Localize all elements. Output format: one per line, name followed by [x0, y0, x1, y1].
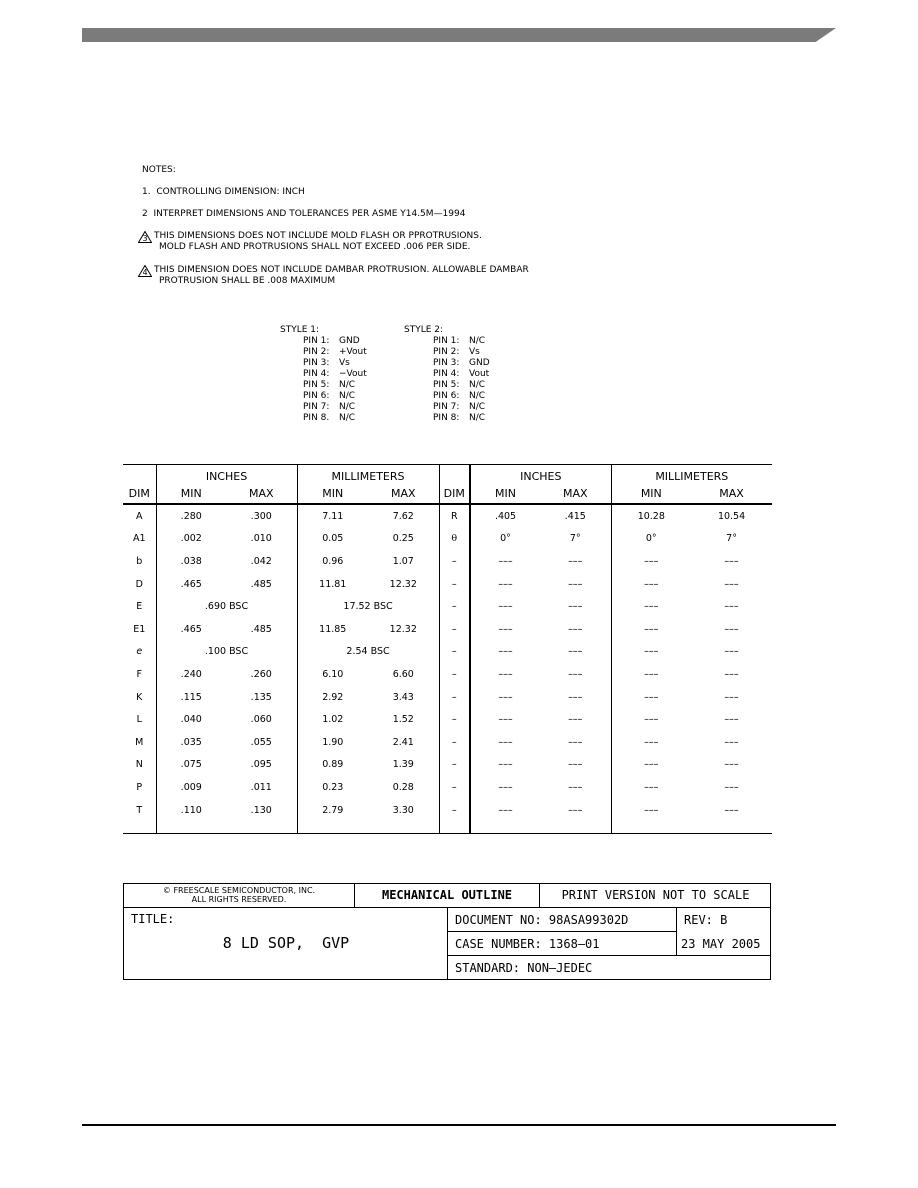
- table-cell: 0.28: [392, 781, 414, 793]
- table-cell: [226, 821, 297, 834]
- document-number: DOCUMENT NO: 98ASA99302D: [448, 908, 677, 932]
- table-row: [123, 663, 772, 686]
- table-cell: 2.92: [297, 686, 368, 709]
- table-cell: –: [439, 731, 470, 754]
- table-cell: 17.52 BSC: [297, 595, 439, 618]
- max-header: MAX: [540, 483, 611, 504]
- table-cell: [540, 821, 611, 834]
- table-cell: –––: [611, 776, 691, 799]
- note-4-continued: PROTRUSION SHALL BE .008 MAXIMUM: [159, 276, 336, 286]
- pin-row: [303, 369, 367, 380]
- table-cell: –––: [611, 663, 691, 686]
- pin-function: Vs: [469, 347, 480, 357]
- pin-function: N/C: [469, 402, 486, 412]
- pin-function: N/C: [339, 380, 356, 390]
- pin-row: [433, 336, 490, 347]
- pin-row: [433, 358, 490, 369]
- table-cell: 10.54: [717, 510, 746, 522]
- table-cell: –––: [568, 601, 583, 613]
- note-3-continued: MOLD FLASH AND PROTRUSIONS SHALL NOT EXCEED .006 PER SIDE.: [159, 242, 471, 252]
- pin-function: N/C: [339, 402, 356, 412]
- min-header: MIN: [297, 483, 368, 504]
- note-1: 1. CONTROLLING DIMENSION: INCH: [142, 187, 305, 197]
- table-cell: –––: [611, 595, 691, 618]
- table-cell: .115: [156, 686, 226, 709]
- table-cell: –––: [611, 618, 691, 641]
- copyright-line-2: ALL RIGHTS RESERVED.: [191, 895, 287, 904]
- inches-header: INCHES: [470, 465, 611, 484]
- pin-row: [303, 413, 367, 424]
- table-cell: –––: [724, 736, 739, 748]
- table-cell: –––: [470, 550, 540, 573]
- table-cell: E: [136, 601, 143, 613]
- table-row: [123, 708, 772, 731]
- pin-function: N/C: [469, 413, 486, 423]
- table-cell: –: [439, 550, 470, 573]
- table-cell: 7.11: [297, 504, 368, 528]
- table-cell: –––: [470, 799, 540, 822]
- pin-number: PIN 5:: [433, 380, 460, 390]
- table-cell: –––: [470, 663, 540, 686]
- table-row: [123, 550, 772, 573]
- table-cell: 0°: [470, 528, 540, 551]
- table-cell: –: [439, 641, 470, 664]
- table-cell: –: [439, 618, 470, 641]
- table-cell: θ: [439, 528, 470, 551]
- table-row: [123, 821, 772, 834]
- pin-number: PIN 3:: [433, 358, 460, 368]
- style-title: STYLE 2:: [404, 325, 444, 335]
- table-cell: –––: [611, 550, 691, 573]
- table-row: [123, 731, 772, 754]
- table-cell: .040: [156, 708, 226, 731]
- max-header: MAX: [691, 483, 772, 504]
- table-cell: .465: [156, 618, 226, 641]
- table-cell: –––: [611, 686, 691, 709]
- title-label: TITLE:: [131, 912, 175, 926]
- table-cell: 1.02: [297, 708, 368, 731]
- table-cell: .130: [250, 804, 272, 816]
- table-cell: .465: [156, 573, 226, 596]
- table-cell: –––: [611, 799, 691, 822]
- case-number: CASE NUMBER: 1368–01: [448, 932, 677, 956]
- table-cell: 1.90: [297, 731, 368, 754]
- pin-number: PIN 7:: [433, 402, 460, 412]
- table-cell: F: [136, 668, 142, 680]
- table-cell: e: [136, 646, 143, 658]
- table-cell: [439, 821, 470, 834]
- revision: REV: B: [684, 913, 728, 927]
- table-cell: 12.32: [389, 623, 417, 635]
- table-cell: .485: [250, 623, 272, 635]
- table-cell: 11.85: [297, 618, 368, 641]
- pin-row: [303, 358, 367, 369]
- table-cell: –––: [470, 573, 540, 596]
- table-cell: M: [135, 736, 144, 748]
- table-cell: –––: [470, 708, 540, 731]
- table-cell: .100 BSC: [156, 641, 297, 664]
- table-cell: –––: [568, 555, 583, 567]
- pin-function: N/C: [469, 380, 486, 390]
- pin-number: PIN 4:: [303, 369, 330, 379]
- table-cell: .010: [250, 533, 272, 545]
- table-cell: –––: [568, 714, 583, 726]
- table-row: [123, 595, 772, 618]
- table-cell: –––: [470, 776, 540, 799]
- table-cell: –––: [470, 595, 540, 618]
- dimension-table: [123, 464, 772, 834]
- min-header: MIN: [470, 483, 540, 504]
- header-bar: [82, 28, 836, 42]
- table-cell: –: [439, 754, 470, 777]
- table-cell: –: [439, 663, 470, 686]
- pin-number: PIN 5:: [303, 380, 330, 390]
- pin-function: Vs: [339, 358, 350, 368]
- pin-row: [433, 369, 490, 380]
- table-cell: 3.43: [392, 691, 414, 703]
- min-header: MIN: [156, 483, 226, 504]
- table-cell: A1: [132, 533, 146, 545]
- table-cell: .300: [250, 510, 272, 522]
- table-cell: –––: [470, 618, 540, 641]
- table-cell: E1: [133, 623, 146, 635]
- table-cell: .002: [156, 528, 226, 551]
- table-cell: 6.60: [392, 668, 414, 680]
- pin-number: PIN 3:: [303, 358, 330, 368]
- table-cell: 1.07: [392, 555, 414, 567]
- pin-number: PIN 1:: [433, 336, 460, 346]
- table-cell: –––: [724, 646, 739, 658]
- document-date: 23 MAY 2005: [677, 932, 771, 956]
- table-row: [123, 799, 772, 822]
- notes-heading: NOTES:: [142, 165, 176, 175]
- table-cell: –––: [568, 736, 583, 748]
- table-row: [123, 776, 772, 799]
- table-cell: [156, 821, 226, 834]
- table-cell: .042: [250, 555, 272, 567]
- table-cell: –––: [568, 646, 583, 658]
- pin-function: GND: [339, 336, 360, 346]
- table-cell: 1.39: [392, 759, 414, 771]
- table-cell: .690 BSC: [156, 595, 297, 618]
- table-cell: 7°: [569, 533, 581, 545]
- pin-number: PIN 8.: [303, 413, 330, 423]
- table-cell: –––: [470, 754, 540, 777]
- note-2: 2 INTERPRET DIMENSIONS AND TOLERANCES PER ASME Y14.5M—1994: [142, 209, 466, 219]
- table-cell: –––: [611, 708, 691, 731]
- pin-row: [433, 347, 490, 358]
- table-cell: 6.10: [297, 663, 368, 686]
- table-cell: –––: [724, 668, 739, 680]
- title-block: [123, 883, 771, 980]
- table-cell: 2.79: [297, 799, 368, 822]
- triangle-marker-icon: 4: [138, 265, 152, 277]
- table-cell: .280: [156, 504, 226, 528]
- table-cell: .485: [250, 578, 272, 590]
- pin-number: PIN 6:: [303, 391, 330, 401]
- pin-row: [433, 391, 490, 402]
- title-cell: [124, 908, 448, 980]
- table-cell: 12.32: [389, 578, 417, 590]
- table-row: [123, 528, 772, 551]
- table-cell: .011: [250, 781, 272, 793]
- table-cell: –: [439, 776, 470, 799]
- table-cell: .095: [250, 759, 272, 771]
- pin-function: N/C: [339, 391, 356, 401]
- table-cell: 0.89: [297, 754, 368, 777]
- pin-row: [303, 402, 367, 413]
- note-4: 4 THIS DIMENSION DOES NOT INCLUDE DAMBAR PROTRUSION. ALLOWABLE DAMBAR: [138, 265, 529, 277]
- table-cell: 7°: [726, 533, 737, 545]
- copyright-line-1: © FREESCALE SEMICONDUCTOR, INC.: [162, 886, 316, 895]
- table-cell: .038: [156, 550, 226, 573]
- footer-rule: [82, 1124, 836, 1126]
- table-cell: –––: [470, 686, 540, 709]
- table-cell: –––: [568, 668, 583, 680]
- table-cell: A: [136, 510, 143, 522]
- table-cell: D: [135, 578, 143, 590]
- table-cell: .035: [156, 731, 226, 754]
- table-row: [123, 504, 772, 528]
- table-cell: 0.05: [297, 528, 368, 551]
- pin-row: [303, 347, 367, 358]
- pin-row: [303, 336, 367, 347]
- table-cell: .009: [156, 776, 226, 799]
- table-cell: –––: [611, 641, 691, 664]
- table-cell: –––: [611, 573, 691, 596]
- table-cell: .240: [156, 663, 226, 686]
- inches-header: INCHES: [156, 465, 297, 484]
- table-cell: .260: [250, 668, 272, 680]
- table-cell: –––: [568, 623, 583, 635]
- mechanical-outline-label: MECHANICAL OUTLINE: [355, 884, 540, 908]
- table-cell: L: [136, 714, 142, 726]
- table-cell: –––: [568, 781, 583, 793]
- pin-function: N/C: [469, 391, 486, 401]
- table-cell: 7.62: [392, 510, 414, 522]
- table-cell: [611, 821, 691, 834]
- table-cell: T: [136, 804, 143, 816]
- table-cell: –––: [724, 601, 739, 613]
- pin-row: [303, 391, 367, 402]
- table-cell: 11.81: [297, 573, 368, 596]
- table-row: [123, 641, 772, 664]
- pin-function: GND: [469, 358, 490, 368]
- pin-function: N/C: [469, 336, 486, 346]
- pin-number: PIN 2:: [433, 347, 460, 357]
- pin-number: PIN 7:: [303, 402, 330, 412]
- pin-row: [433, 402, 490, 413]
- triangle-marker-icon: 3: [138, 231, 152, 243]
- table-cell: –––: [470, 641, 540, 664]
- table-row: [123, 618, 772, 641]
- min-header: MIN: [611, 483, 691, 504]
- table-cell: 0.23: [297, 776, 368, 799]
- table-cell: [123, 821, 156, 834]
- table-cell: –––: [568, 759, 583, 771]
- style-title: STYLE 1:: [280, 325, 320, 335]
- table-cell: 0.25: [392, 533, 414, 545]
- pin-number: PIN 4:: [433, 369, 460, 379]
- style-1-block: [280, 325, 367, 424]
- table-cell: K: [136, 691, 143, 703]
- table-cell: –––: [568, 578, 583, 590]
- table-cell: 2.54 BSC: [297, 641, 439, 664]
- table-cell: 3.30: [392, 804, 414, 816]
- table-cell: –––: [568, 804, 583, 816]
- style-2-block: [404, 325, 490, 424]
- pin-row: [303, 380, 367, 391]
- table-cell: –––: [611, 731, 691, 754]
- table-cell: .110: [156, 799, 226, 822]
- table-cell: –––: [724, 578, 739, 590]
- table-cell: –––: [724, 691, 739, 703]
- table-cell: –: [439, 573, 470, 596]
- pin-number: PIN 1:: [303, 336, 330, 346]
- table-cell: –––: [724, 781, 739, 793]
- table-cell: [297, 821, 368, 834]
- table-cell: b: [136, 555, 143, 567]
- package-title: 8 LD SOP, GVP: [222, 934, 350, 952]
- pin-function: N/C: [339, 413, 356, 423]
- pin-function: Vout: [469, 369, 490, 379]
- standard: STANDARD: NON–JEDEC: [455, 961, 593, 975]
- pin-function: −Vout: [339, 369, 367, 379]
- table-cell: .055: [250, 736, 272, 748]
- pin-row: [433, 413, 490, 424]
- table-cell: –––: [724, 555, 739, 567]
- pin-number: PIN 2:: [303, 347, 330, 357]
- table-cell: .415: [564, 510, 586, 522]
- table-cell: –: [439, 686, 470, 709]
- copyright-cell: [124, 884, 355, 908]
- pin-number: PIN 8:: [433, 413, 460, 423]
- table-cell: 0°: [611, 528, 691, 551]
- table-cell: –––: [724, 759, 739, 771]
- max-header: MAX: [368, 483, 439, 504]
- table-cell: 10.28: [611, 504, 691, 528]
- print-version-label: PRINT VERSION NOT TO SCALE: [540, 884, 771, 908]
- table-cell: –: [439, 708, 470, 731]
- table-cell: –––: [724, 623, 739, 635]
- mm-header: MILLIMETERS: [297, 465, 439, 484]
- table-cell: 0.96: [297, 550, 368, 573]
- table-cell: [691, 821, 772, 834]
- table-cell: –––: [724, 714, 739, 726]
- table-cell: .405: [470, 504, 540, 528]
- dim-header: DIM: [439, 483, 470, 504]
- table-cell: 2.41: [392, 736, 414, 748]
- table-cell: –: [439, 799, 470, 822]
- note-3: 3 THIS DIMENSIONS DOES NOT INCLUDE MOLD FLASH OR PPROTRUSIONS.: [138, 231, 482, 243]
- table-cell: –: [439, 595, 470, 618]
- table-cell: .135: [250, 691, 272, 703]
- table-cell: –––: [611, 754, 691, 777]
- table-cell: –––: [470, 731, 540, 754]
- mm-header: MILLIMETERS: [611, 465, 772, 484]
- table-cell: –––: [568, 691, 583, 703]
- table-row: [123, 754, 772, 777]
- table-cell: N: [135, 759, 143, 771]
- dim-header: DIM: [123, 483, 156, 504]
- pin-function: +Vout: [339, 347, 367, 357]
- table-cell: .075: [156, 754, 226, 777]
- table-cell: P: [136, 781, 143, 793]
- table-cell: 1.52: [392, 714, 414, 726]
- table-cell: [368, 821, 439, 834]
- table-cell: R: [439, 504, 470, 528]
- table-cell: –––: [724, 804, 739, 816]
- table-cell: .060: [250, 714, 272, 726]
- table-cell: [470, 821, 540, 834]
- pin-number: PIN 6:: [433, 391, 460, 401]
- pin-row: [433, 380, 490, 391]
- max-header: MAX: [226, 483, 297, 504]
- table-row: [123, 686, 772, 709]
- table-row: [123, 573, 772, 596]
